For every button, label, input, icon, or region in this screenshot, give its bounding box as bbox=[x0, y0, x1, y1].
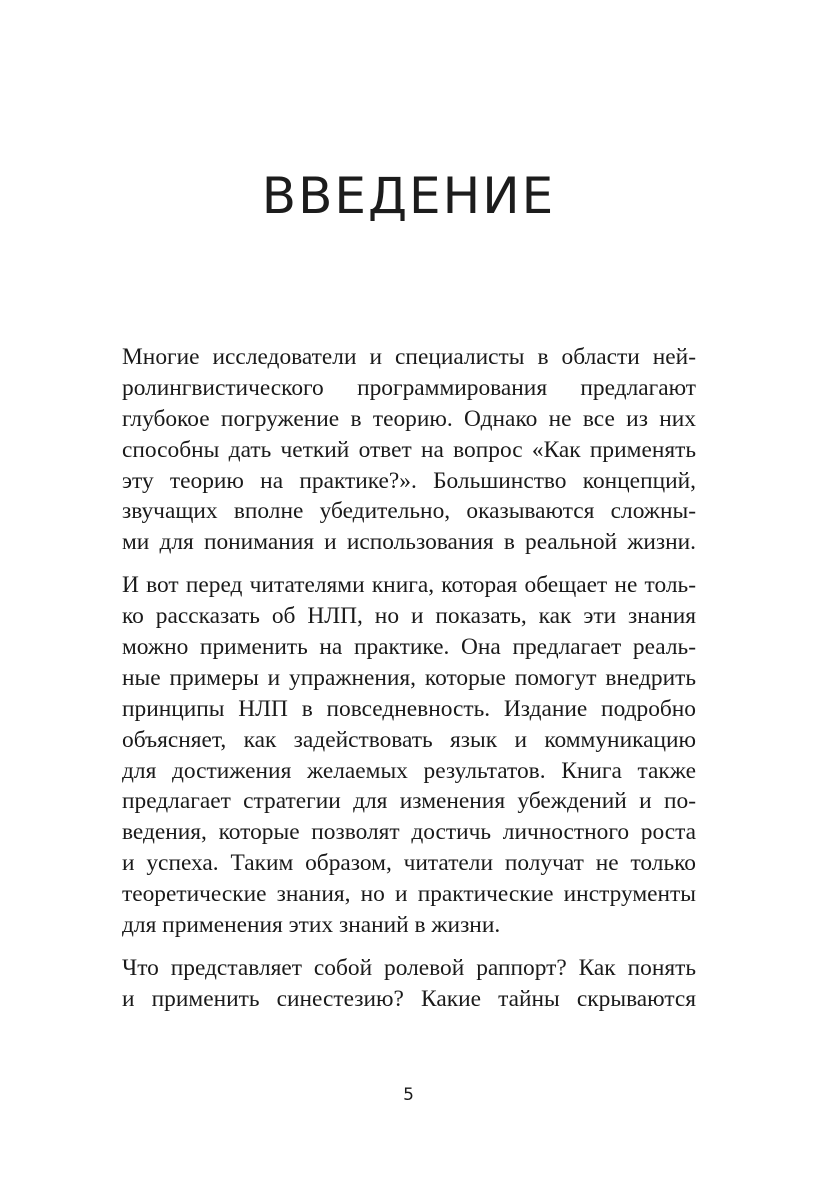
text-line: ведения, которые позволят достичь личностного роста bbox=[122, 819, 696, 846]
text-line: Что представляет собой ролевой раппорт? Как понять bbox=[122, 954, 696, 981]
paragraph-1 bbox=[122, 342, 696, 558]
paragraph-3 bbox=[122, 953, 696, 1015]
paragraph-gap bbox=[122, 558, 696, 570]
text-line: принципы НЛП в повседневность. Издание подробно bbox=[122, 695, 696, 722]
text-line: способны дать четкий ответ на вопрос «Как применять bbox=[122, 436, 696, 463]
text-line: глубокое погружение в теорию. Однако не все из них bbox=[122, 405, 696, 432]
text-line: эту теорию на практике?». Большинство концепций, bbox=[122, 467, 696, 494]
text-line: и применить синестезию? Какие тайны скрываются bbox=[122, 985, 696, 1012]
text-line: можно применить на практике. Она предлагает реаль- bbox=[122, 634, 696, 661]
text-line: объясняет, как задействовать язык и коммуникацию bbox=[122, 726, 696, 753]
text-line: для применения этих знаний в жизни. bbox=[122, 912, 501, 939]
text-line: ко рассказать об НЛП, но и показать, как эти знания bbox=[122, 603, 696, 630]
text-line: Многие исследователи и специалисты в области ней- bbox=[122, 344, 696, 370]
text-line: И вот перед читателями книга, которая обещает не толь- bbox=[122, 572, 696, 599]
text-line: ролингвистического программирования предлагают bbox=[122, 374, 696, 401]
text-line: и успеха. Таким образом, читатели получат не только bbox=[122, 850, 696, 877]
text-line: ные примеры и упражнения, которые помогут внедрить bbox=[122, 664, 696, 691]
text-line: звучащих вполне убедительно, оказываются сложны- bbox=[122, 498, 696, 525]
body-text bbox=[122, 342, 696, 1015]
text-line: ми для понимания и использования в реальной жизни. bbox=[122, 529, 696, 556]
text-line: для достижения желаемых результатов. Книга также bbox=[122, 757, 696, 784]
paragraph-gap bbox=[122, 941, 696, 953]
page-number: 5 bbox=[403, 1085, 414, 1105]
paragraph-2 bbox=[122, 570, 696, 941]
chapter-title: ВВЕДЕНИЕ bbox=[261, 167, 556, 225]
text-line: предлагает стратегии для изменения убеждений и по- bbox=[122, 788, 696, 815]
text-line: теоретические знания, но и практические инструменты bbox=[122, 881, 696, 908]
